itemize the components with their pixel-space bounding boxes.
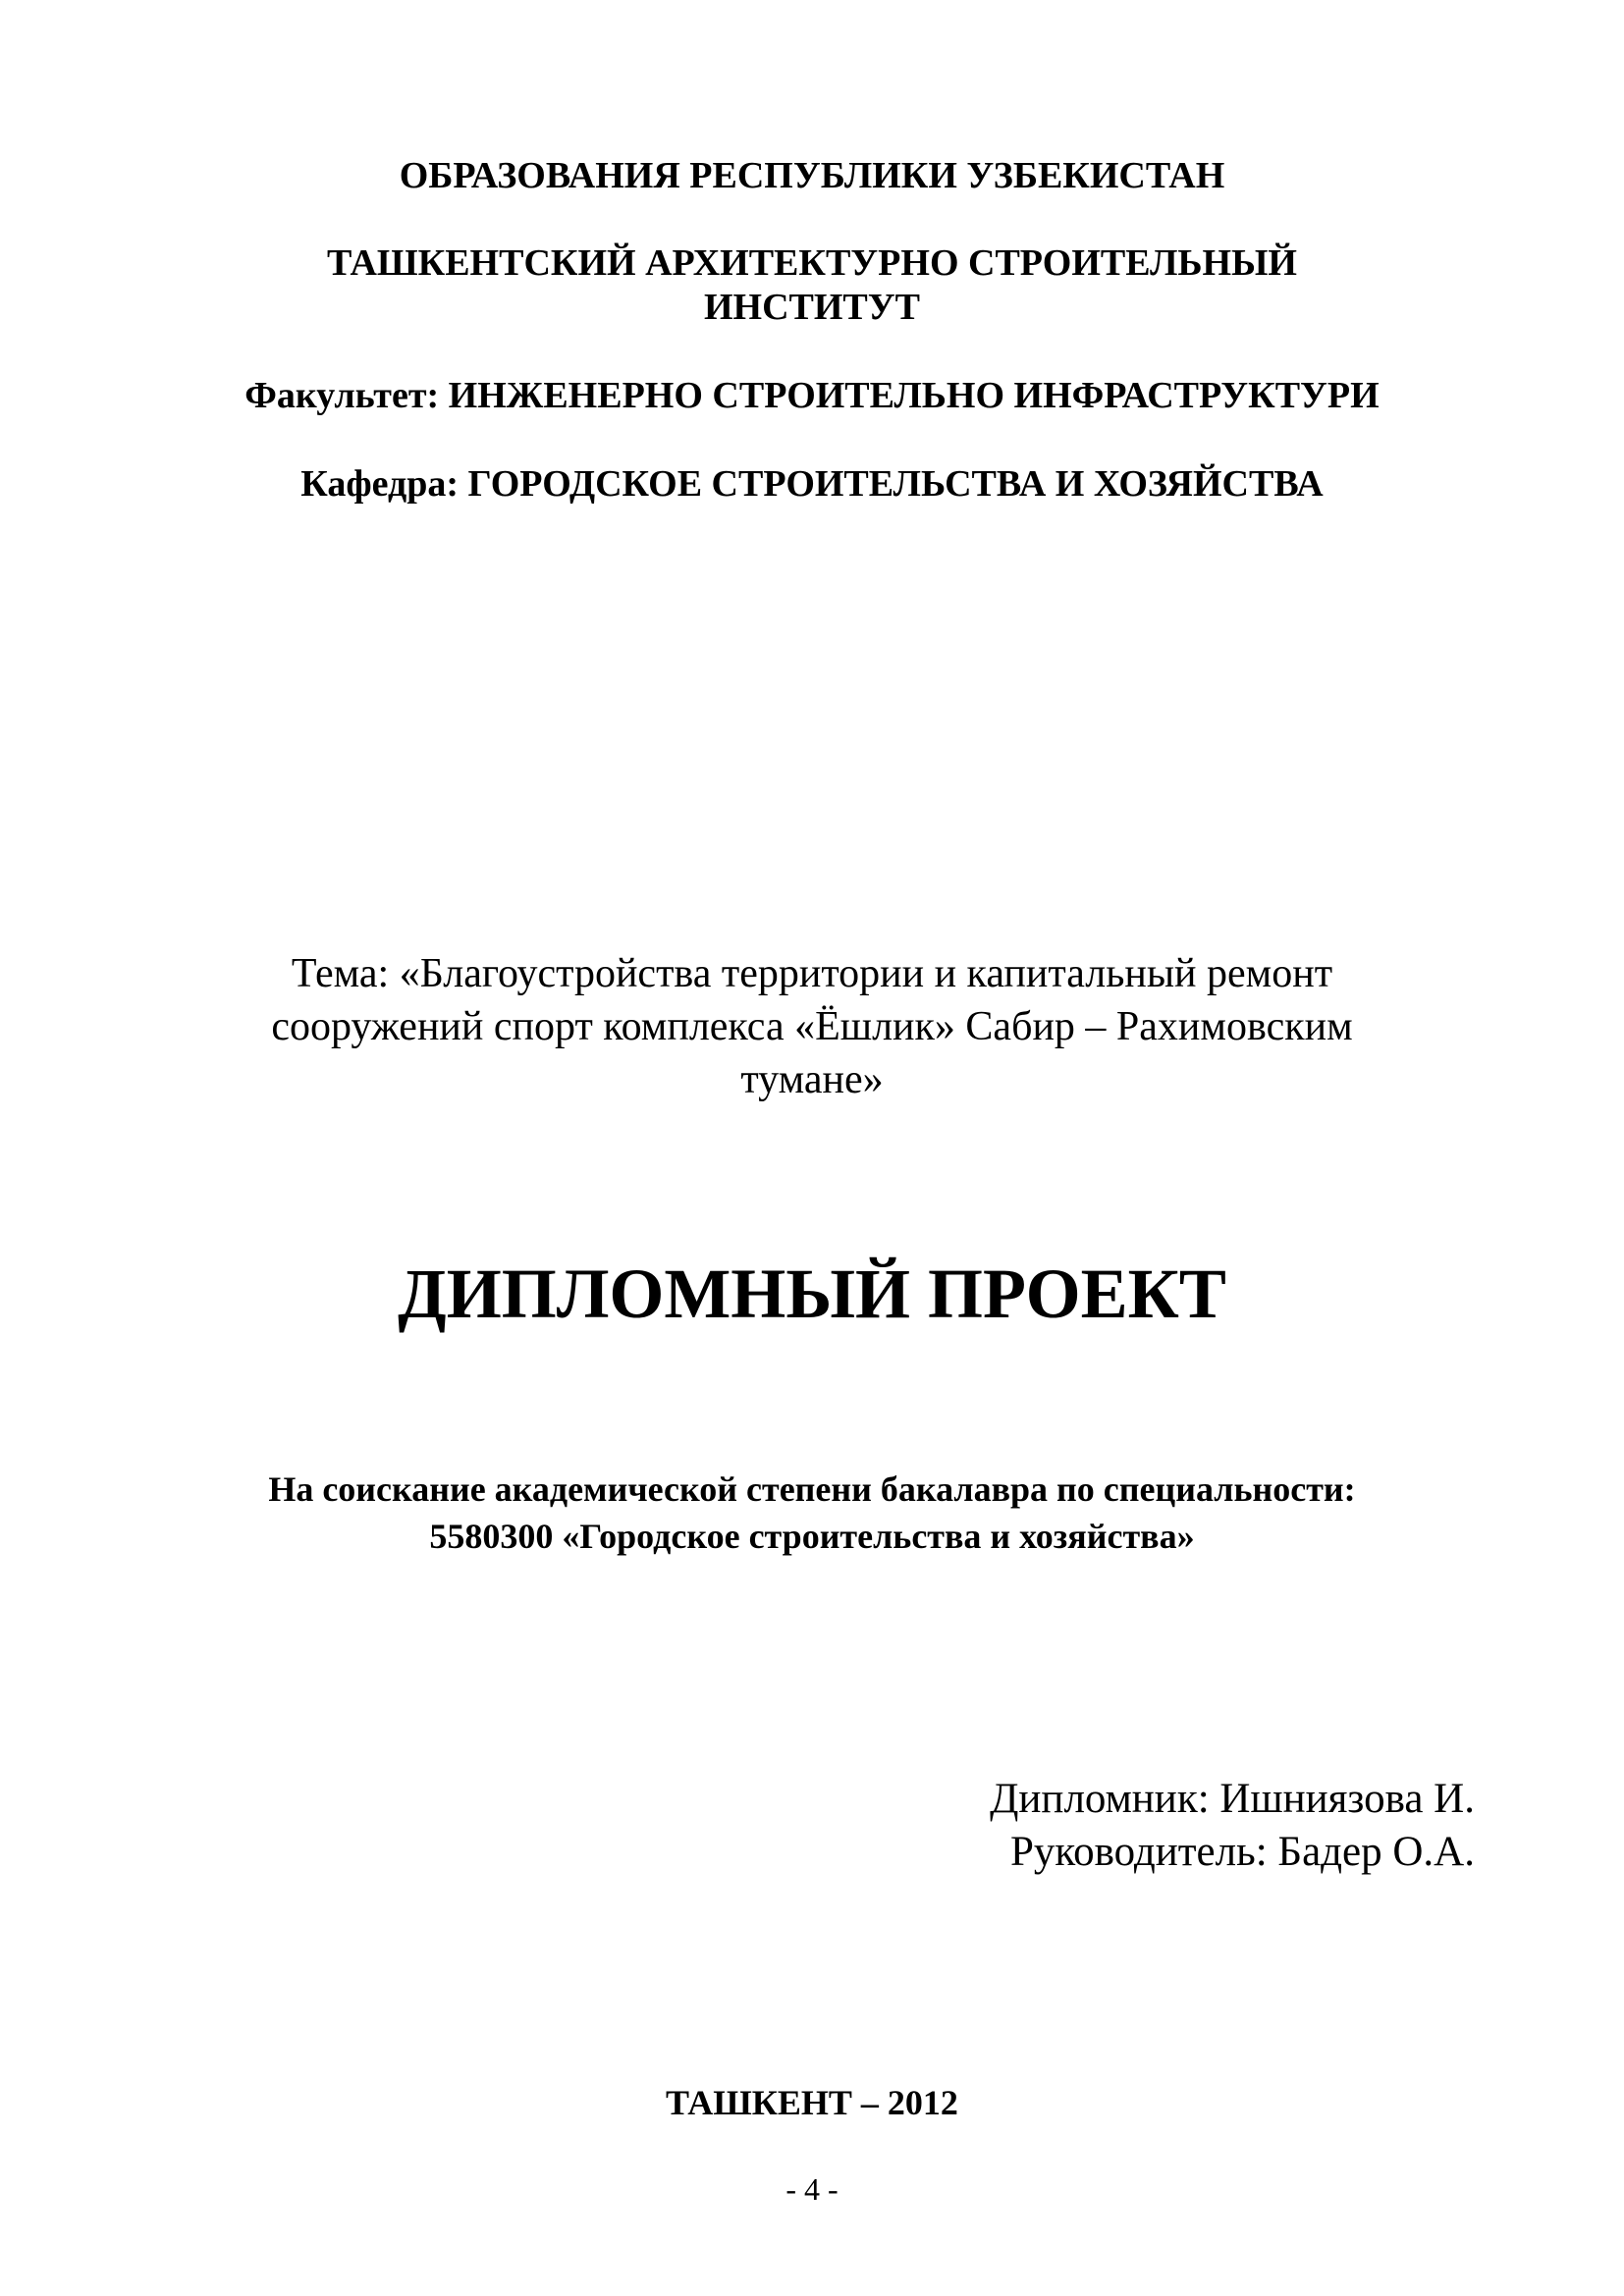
document-title: ДИПЛОМНЫЙ ПРОЕКТ bbox=[398, 1255, 1226, 1333]
topic-line3: тумане» bbox=[740, 1057, 884, 1102]
institute-heading-line2: ИНСТИТУТ bbox=[703, 287, 921, 328]
city-year: ТАШКЕНТ – 2012 bbox=[666, 2083, 958, 2122]
topic-line2: сооружений спорт комплекса «Ёшлик» Сабир – Рахимовским bbox=[271, 1004, 1353, 1049]
faculty-heading: Факультет: ИНЖЕНЕРНО СТРОИТЕЛЬНО ИНФРАСТРУКТУРИ bbox=[244, 375, 1380, 416]
ministry-heading: ОБРАЗОВАНИЯ РЕСПУБЛИКИ УЗБЕКИСТАН bbox=[399, 155, 1225, 196]
page-number: - 4 - bbox=[785, 2171, 839, 2207]
degree-purpose-line1: На соискание академической степени бакалавра по специальности: bbox=[268, 1469, 1356, 1509]
topic-line1: Тема: «Благоустройства территории и капитальный ремонт bbox=[291, 951, 1333, 996]
department-heading: Кафедра: ГОРОДСКОЕ СТРОИТЕЛЬСТВА И ХОЗЯЙСТВА bbox=[300, 463, 1324, 505]
supervisor-name: Руководитель: Бадер О.А. bbox=[1009, 1829, 1475, 1875]
student-name: Дипломник: Ишниязова И. bbox=[990, 1776, 1475, 1822]
institute-heading-line1: ТАШКЕНТСКИЙ АРХИТЕКТУРНО СТРОИТЕЛЬНЫЙ bbox=[327, 242, 1297, 284]
degree-purpose-line2: 5580300 «Городское строительства и хозяйства» bbox=[429, 1517, 1195, 1556]
